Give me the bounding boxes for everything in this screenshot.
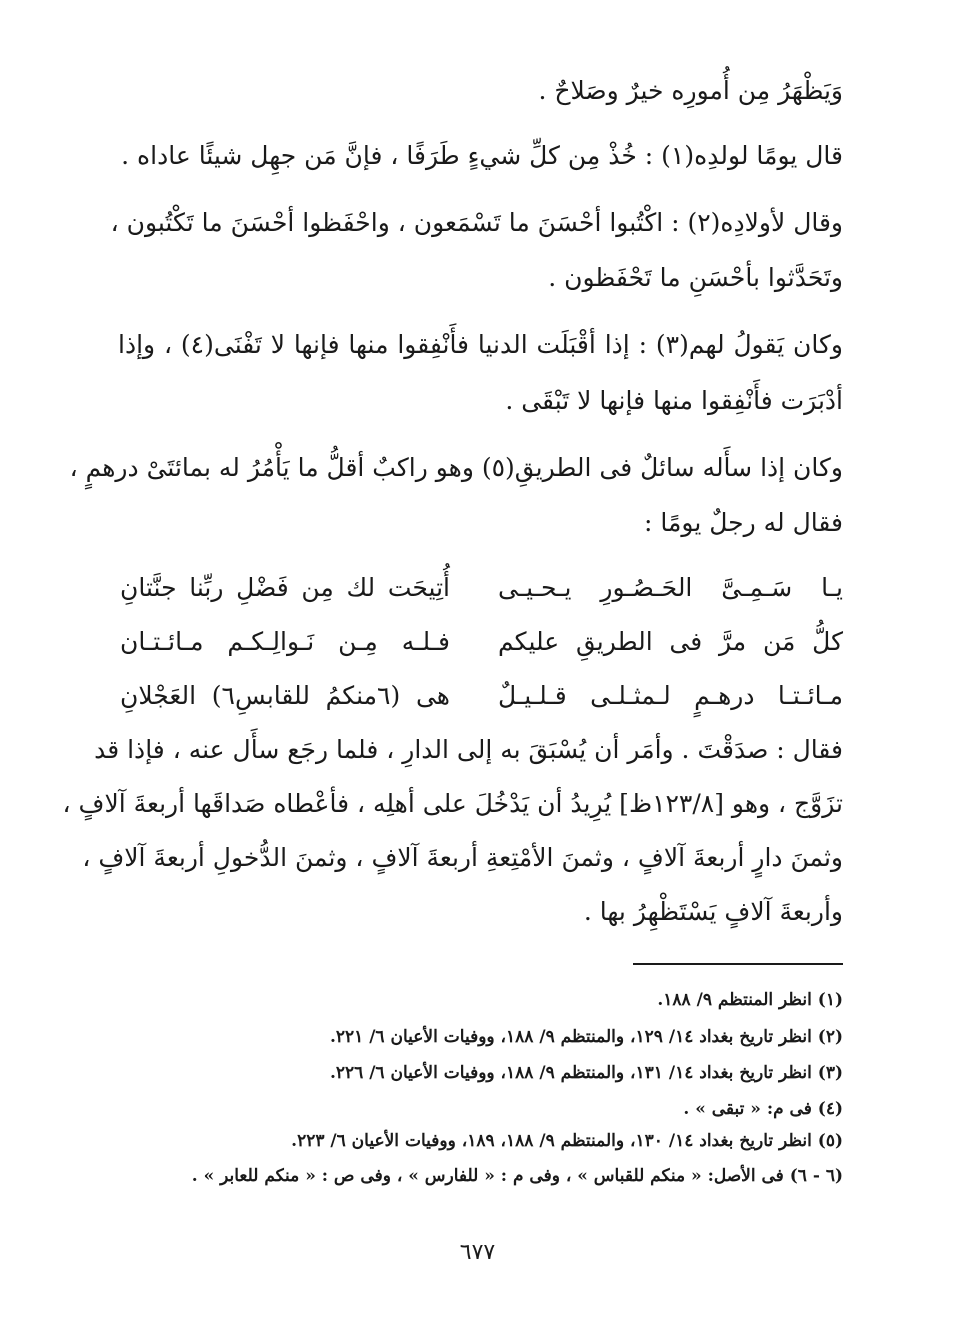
page-number: ٦٧٧ xyxy=(459,1240,496,1265)
body-line: فقال له رجلٌ يومًا : xyxy=(644,508,843,537)
verse-first-hemistich: يـا سَـمِـىَّ الحَـصُـورِ يـحـيـى xyxy=(498,573,843,602)
body-line: وأربعةَ آلافٍ يَسْتَظْهِرُ بها . xyxy=(583,897,843,926)
body-line: وكان يَقولُ لهم(٣) : إذا أقْبَلَت الدنيا فأَنْفِقوا منها فإنها لا تَفْنَى(٤) ، وإذا xyxy=(118,330,843,359)
body-line: وقال لأولادِه(٢) : اكْتُبوا أحْسَنَ ما تَسْمَعون ، واحْفَظوا أحْسَنَ ما تَكْتُبون ، xyxy=(110,208,843,237)
body-line: قال يومًا لولدِه(١) : خُذْ مِن كلِّ شيءٍ طَرَفًا ، فإنَّ مَن جهِل شيئًا عاداه . xyxy=(121,141,843,170)
verse-first-hemistich: مـائـتـا درهـمٍ لـمثـلـى قـلـيـلٌ xyxy=(498,681,843,710)
body-line: وثمنَ دارٍ أربعةَ آلافٍ ، وثمنَ الأمْتِعةِ أربعةَ آلافٍ ، وثمنَ الدُّخولِ أربعةَ آلافٍ ، xyxy=(82,843,843,872)
footnote-separator xyxy=(633,963,843,965)
body-line: فقال : صدَقْتَ . وأمَر أن يُسْبَقَ به إلى الدارِ ، فلما رجَع سأَل عنه ، فإذا قد xyxy=(94,735,843,764)
verse-first-hemistich: كلُّ مَن مرَّ فى الطريقِ عليكم xyxy=(498,627,843,656)
footnote: (٢) انظر تاريخ بغداد ١٤/ ١٢٩، والمنتظم ٩/ ١٨٨، ووفيات الأعيان ٦/ ٢٢١. xyxy=(329,1027,843,1047)
verse-second-hemistich: فـلـه مِـن نَـوالِـكـم مـائـتـان xyxy=(120,627,450,656)
verse-second-hemistich: هى (٦منكمُ للقابسِ٦) العَجْلانِ xyxy=(120,681,450,710)
body-line: أدْبَرَت فأَنْفِقوا منها فإنها لا تَبْقَى . xyxy=(505,386,843,415)
footnote: (٦ - ٦) فى الأصل: « منكم للقباس » ، وفى م : « للفارس » ، وفى ص : « منكم للعابر » . xyxy=(191,1166,843,1186)
body-line: وتَحَدَّثوا بأحْسَنِ ما تَحْفَظون . xyxy=(548,263,843,292)
body-line: وَيَظْهَرُ مِن أُمورِه خيرٌ وصَلاحٌ . xyxy=(538,76,843,105)
footnote: (١) انظر المنتظم ٩/ ١٨٨. xyxy=(657,990,843,1010)
body-line: تزَوَّج ، وهو [١٢٣/٨ظ] يُرِيدُ أن يَدْخُلَ على أهلِه ، فأعْطاه صَداقَها أربعةَ آلافٍ ، xyxy=(62,789,843,818)
verse-second-hemistich: أُتِيحَت لك مِن فَضْلِ ربِّنا جنَّتانِ xyxy=(120,573,450,602)
footnote: (٣) انظر تاريخ بغداد ١٤/ ١٣١، والمنتظم ٩/ ١٨٨، ووفيات الأعيان ٦/ ٢٢٦. xyxy=(329,1063,843,1083)
footnote: (٤) فى م: « تبقى » . xyxy=(683,1099,843,1119)
footnote: (٥) انظر تاريخ بغداد ١٤/ ١٣٠، والمنتظم ٩/ ١٨٨، ١٨٩، ووفيات الأعيان ٦/ ٢٢٣. xyxy=(291,1131,843,1151)
body-line: وكان إذا سأَله سائلٌ فى الطريقِ(٥) وهو راكبٌ أقلُّ ما يَأْمُرُ له بمائتَىْ درهمٍ ، xyxy=(69,453,843,482)
